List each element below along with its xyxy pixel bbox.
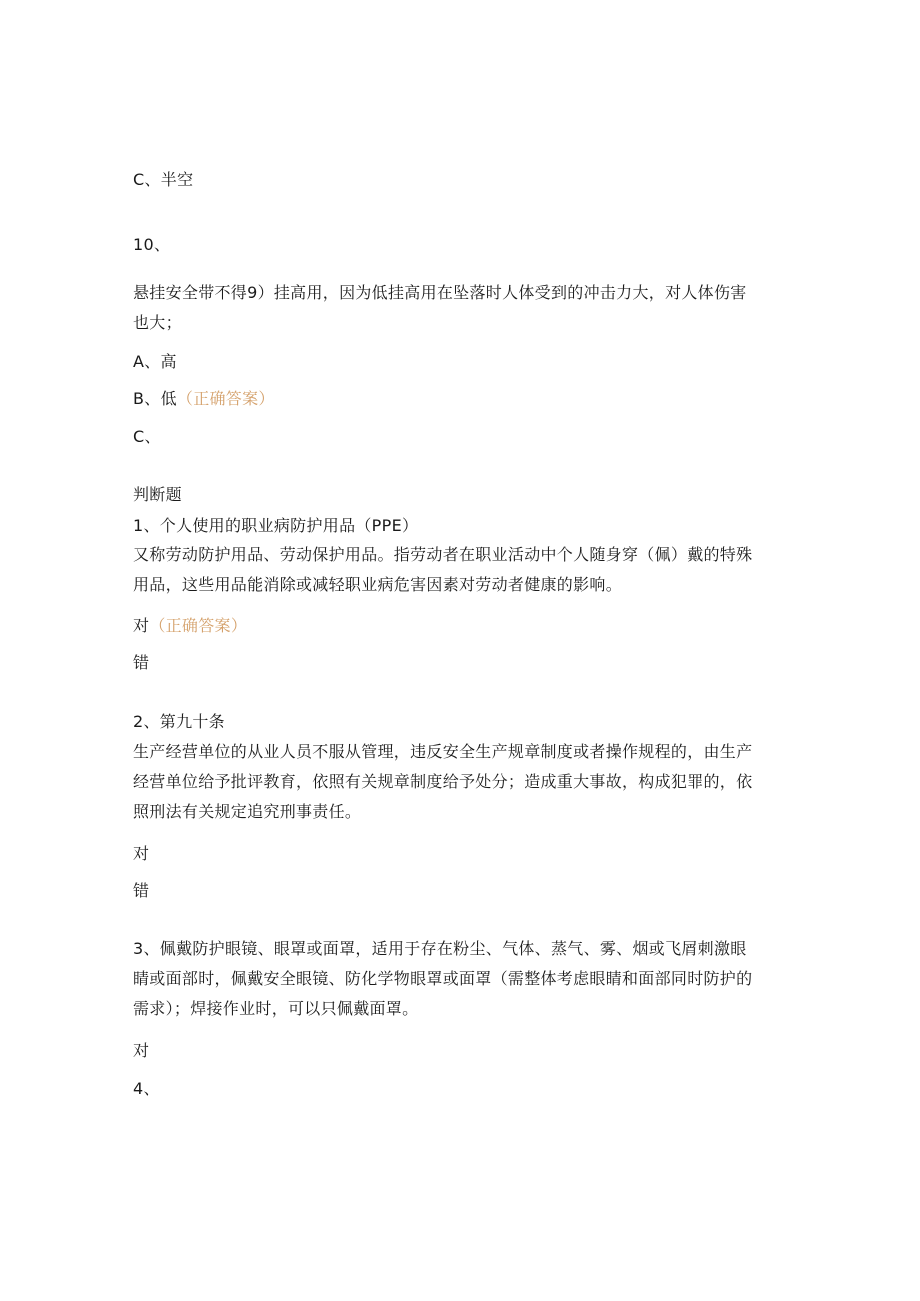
q9-option-c[interactable]: C、半空 xyxy=(133,170,194,189)
j3-text-line-1: 3、佩戴防护眼镜、眼罩或面罩，适用于存在粉尘、气体、蒸气、雾、烟或飞屑刺激眼 xyxy=(133,939,747,958)
j1-header: 1、个人使用的职业病防护用品（PPE） xyxy=(133,516,419,535)
j1-correct-answer-mark: （正确答案） xyxy=(149,616,248,635)
q10-option-a[interactable]: A、高 xyxy=(133,352,177,371)
j2-text-line-2: 经营单位给予批评教育，依照有关规章制度给予处分；造成重大事故，构成犯罪的，依 xyxy=(133,772,753,791)
q10-option-c[interactable]: C、 xyxy=(133,427,161,446)
section-title-true-false: 判断题 xyxy=(133,485,182,504)
j4-number: 4、 xyxy=(133,1079,160,1098)
j2-text-line-1: 生产经营单位的从业人员不服从管理，违反安全生产规章制度或者操作规程的，由生产 xyxy=(133,742,753,761)
j2-text-line-3: 照刑法有关规定追究刑事责任。 xyxy=(133,802,362,821)
j2-header: 2、第九十条 xyxy=(133,712,225,731)
j1-option-false[interactable]: 错 xyxy=(133,653,150,672)
q10-text-line-2: 也大； xyxy=(133,313,182,332)
j3-text-line-2: 睛或面部时，佩戴安全眼镜、防化学物眼罩或面罩（需整体考虑眼睛和面部同时防护的 xyxy=(133,969,753,988)
j3-question-text xyxy=(133,934,783,1024)
j2-question-text xyxy=(133,737,783,827)
j1-text-line-2: 用品，这些用品能消除或减轻职业病危害因素对劳动者健康的影响。 xyxy=(133,575,623,594)
j1-text-line-1: 又称劳动防护用品、劳动保护用品。指劳动者在职业活动中个人随身穿（佩）戴的特殊 xyxy=(133,545,753,564)
j3-text-line-3: 需求）；焊接作业时，可以只佩戴面罩。 xyxy=(133,999,419,1018)
j2-option-true[interactable]: 对 xyxy=(133,844,150,863)
q10-text-line-1: 悬挂安全带不得9）挂高用，因为低挂高用在坠落时人体受到的冲击力大，对人体伤害 xyxy=(133,283,747,302)
j1-option-true-label: 对 xyxy=(133,616,150,635)
q10-correct-answer-mark: （正确答案） xyxy=(176,389,275,408)
j1-question-text xyxy=(133,540,783,600)
j2-option-false[interactable]: 错 xyxy=(133,881,150,900)
j3-option-true[interactable]: 对 xyxy=(133,1041,150,1060)
q10-option-b[interactable] xyxy=(133,389,275,409)
q10-question-text xyxy=(133,278,783,338)
q10-option-b-label: B、低 xyxy=(133,389,177,408)
j1-option-true[interactable] xyxy=(133,616,247,636)
q10-number: 10、 xyxy=(133,235,171,254)
